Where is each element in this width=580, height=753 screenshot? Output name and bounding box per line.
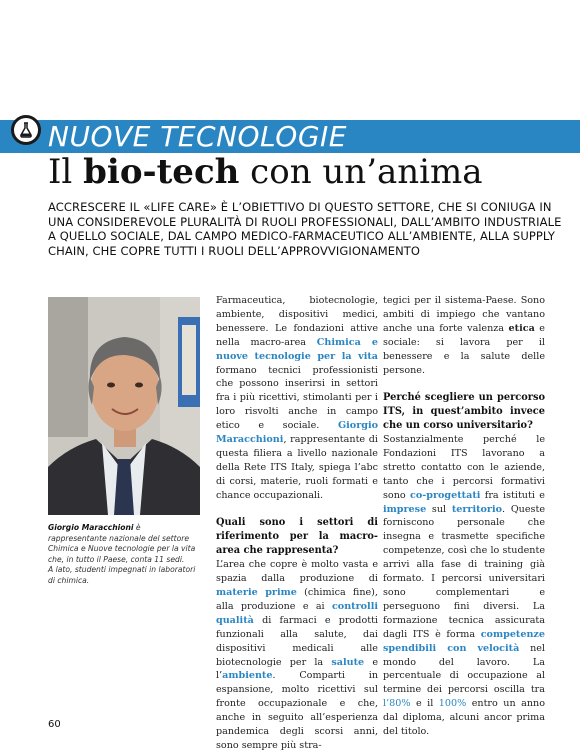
continuation-paragraph: tegici per il sistema-Paese. Sono ambiti di impiego che vantano anche una forte valenza etica e sociale: si lavora per il benessere e la salute delle persone.	[383, 295, 545, 376]
page-number: 60	[48, 719, 61, 730]
article-headline: Il bio-tech con un’anima	[48, 152, 483, 192]
photo-caption: Giorgio Maracchioni è rappresentante nazionale del settore Chimica e Nuove tecnologie per la vita che, in tutto il Paese, conta 11 sedi. A lato, studenti impegnati in laboratori di chimica.	[48, 523, 196, 585]
article-lead: ACCRESCERE IL «LIFE CARE» È L’OBIETTIVO DI QUESTO SETTORE, CHE SI CONIUGA IN UNA CONSIDEREVOLE PLURALITÀ DI RUOLI PROFESSIONALI, DALL’AMBITO INDUSTRIALE A QUELLO SOCIALE, DAL CAMPO MEDICO-FARMACEUTICO ALL’AMBIENTE, ALLA SUPPLY CHAIN, CHE COPRE TUTTI I RUOLI DELL’APPROVVIGIONAMENTO	[48, 200, 562, 258]
interview-question: Perché scegliere un percorso ITS, in quest’ambito invece che un corso universitario?	[383, 392, 545, 432]
answer-paragraph: Sostanzialmente perché le Fondazioni ITS lavorano a stretto contatto con le aziende, tanto che i percorsi formativi sono co-progettati fra istituti e imprese sul territorio. Queste forniscono personale che insegna e trasmette specifiche competenze, così che lo studente arrivi alla fase di training già formato. I percorsi universitari sono complementari e perseguono fini diversi. La formazione tecnica assicurata dagli ITS è forma competenze spendibili con velocità nel mondo del lavoro. La percentuale di occupazione al termine dei percorsi oscilla tra l’80% e il 100% entro un anno dal diploma, alcuni ancor prima del titolo.	[383, 434, 546, 738]
intro-paragraph: Farmaceutica, biotecnologie, ambiente, dispositivi medici, benessere. Le fondazioni attive nella macro-area Chimica e nuove tecnologie per la vita formano tecnici professionisti che possono inserirsi in settori fra i più ricettivi, stimolanti per i loro risvolti anche in campo etico e sociale. Giorgio Maracchioni, rappresentante di questa filiera a livello nazionale della Rete ITS Italy, spiega l’abc di corsi, materie, ruoli formati e chance occupazionali.	[216, 295, 378, 501]
answer-paragraph: L’area che copre è molto vasta e spazia dalla produzione di materie prime (chimica fine), alla produzione e ai controlli qualità di farmaci e prodotti funzionali alla salute, dai dispositivi medicali alle biotecnologie per la salute e l’ambiente. Comparti in espansione, molto ricettivi sul fronte occupazionale e che, anche in seguito all’esperienza pandemica degli scorsi anni, sono sempre più stra-	[216, 559, 378, 751]
interview-question: Quali sono i settori di riferimento per la macro-area che rappresenta?	[216, 517, 378, 557]
portrait-photo	[48, 297, 200, 515]
article-column-2	[383, 294, 545, 739]
flask-icon	[11, 115, 41, 145]
section-label: NUOVE TECNOLOGIE	[48, 120, 347, 153]
article-column-1	[216, 294, 378, 753]
